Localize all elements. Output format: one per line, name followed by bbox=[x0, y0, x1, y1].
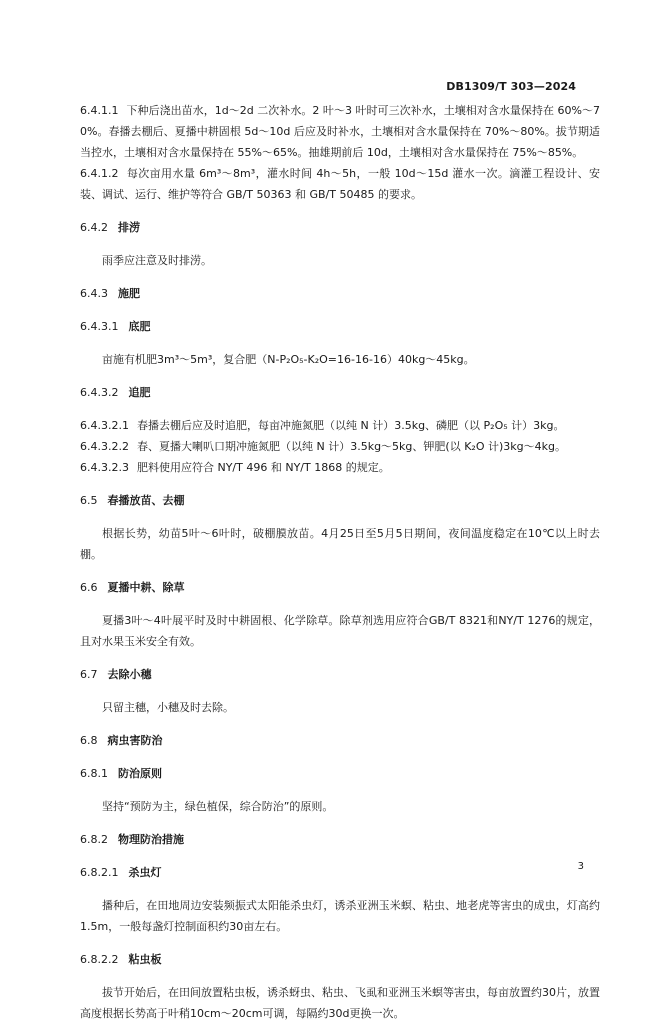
heading-number: 6.6 bbox=[80, 581, 98, 594]
heading-title: 春播放苗、去棚 bbox=[107, 494, 185, 507]
heading-number: 6.7 bbox=[80, 668, 98, 681]
clause-text: 每次亩用水量 6m³～8m³，灌水时间 4h～5h，一般 10d～15d 灌水一次。滴灌工程设计、安装、调试、运行、维护等符合 GB/T 50363 和 GB/T 50485 的要求。 bbox=[80, 167, 600, 201]
heading-number: 6.8 bbox=[80, 734, 98, 747]
heading-number: 6.8.2 bbox=[80, 833, 108, 846]
heading-number: 6.5 bbox=[80, 494, 98, 507]
heading-number: 6.4.3.1 bbox=[80, 320, 119, 333]
clause-text: 春、夏播大喇叭口期冲施氮肥（以纯 N 计）3.5kg～5kg、钾肥(以 K₂O 计)3kg～4kg。 bbox=[136, 440, 566, 453]
clause-number: 6.4.1.2 bbox=[80, 167, 119, 180]
clause-6-4-1-1 bbox=[80, 100, 600, 163]
body-6-4-3-1: 亩施有机肥3m³～5m³，复合肥（N-P₂O₅-K₂O=16-16-16）40kg～45kg。 bbox=[102, 353, 475, 366]
clause-6-4-1-2 bbox=[80, 163, 600, 205]
heading-6-5 bbox=[80, 490, 600, 511]
heading-title: 追肥 bbox=[128, 386, 151, 399]
heading-title: 去除小穗 bbox=[107, 668, 152, 681]
heading-title: 杀虫灯 bbox=[128, 866, 162, 879]
heading-6-4-3-1 bbox=[80, 316, 600, 337]
clause-number: 6.4.3.2.3 bbox=[80, 461, 129, 474]
clause-text: 肥料使用应符合 NY/T 496 和 NY/T 1868 的规定。 bbox=[136, 461, 390, 474]
clause-6-4-3-2-2 bbox=[80, 436, 600, 457]
heading-6-4-3 bbox=[80, 283, 600, 304]
heading-6-8-2-1 bbox=[80, 862, 600, 883]
clause-text: 下种后浇出苗水，1d～2d 二次补水。2 叶～3 叶时可三次补水，土壤相对含水量保持在 60%～70%。春播去棚后、夏播中耕固根 5d～10d 后应及时补水，土壤相对含水量保持在 70%～80%。拔节期适当控水，土壤相对含水量保持在 55%～65%。抽雄期前后 10d，土壤相对含水量保持在 75%～85%。 bbox=[80, 104, 600, 159]
heading-6-8 bbox=[80, 730, 600, 751]
heading-title: 粘虫板 bbox=[128, 953, 162, 966]
heading-6-8-2 bbox=[80, 829, 600, 850]
clause-6-4-3-2-1 bbox=[80, 415, 600, 436]
heading-title: 施肥 bbox=[118, 287, 140, 300]
heading-6-7 bbox=[80, 664, 600, 685]
heading-title: 防治原则 bbox=[118, 767, 162, 780]
clause-number: 6.4.3.2.2 bbox=[80, 440, 129, 453]
heading-6-4-3-2 bbox=[80, 382, 600, 403]
heading-number: 6.8.2.1 bbox=[80, 866, 119, 879]
body-6-8-2-2: 拔节开始后，在田间放置粘虫板，诱杀蚜虫、粘虫、飞虱和亚洲玉米螟等害虫，每亩放置约30片，放置高度根据长势高于叶稍10cm～20cm可调，每隔约30d更换一次。 bbox=[80, 986, 600, 1020]
heading-6-8-2-2 bbox=[80, 949, 600, 970]
page-content bbox=[80, 100, 600, 1024]
body-6-7: 只留主穗，小穗及时去除。 bbox=[102, 701, 234, 714]
heading-number: 6.4.2 bbox=[80, 221, 108, 234]
heading-number: 6.4.3 bbox=[80, 287, 108, 300]
heading-number: 6.4.3.2 bbox=[80, 386, 119, 399]
body-6-6: 夏播3叶～4叶展平时及时中耕固根、化学除草。除草剂选用应符合GB/T 8321和NY/T 1276的规定，且对水果玉米安全有效。 bbox=[80, 614, 600, 648]
heading-6-4-2 bbox=[80, 217, 600, 238]
heading-title: 夏播中耕、除草 bbox=[107, 581, 185, 594]
body-6-5: 根据长势，幼苗5叶～6叶时，破棚膜放苗。4月25日至5月5日期间，夜间温度稳定在10℃以上时去棚。 bbox=[80, 527, 600, 561]
body-6-4-2: 雨季应注意及时排涝。 bbox=[102, 254, 212, 267]
heading-6-8-1 bbox=[80, 763, 600, 784]
body-6-8-1: 坚持“预防为主，绿色植保，综合防治”的原则。 bbox=[102, 800, 334, 813]
heading-title: 排涝 bbox=[118, 221, 140, 234]
heading-number: 6.8.1 bbox=[80, 767, 108, 780]
heading-number: 6.8.2.2 bbox=[80, 953, 119, 966]
clause-number: 6.4.1.1 bbox=[80, 104, 119, 117]
page-number: 3 bbox=[577, 861, 584, 872]
clause-6-4-3-2-3 bbox=[80, 457, 600, 478]
body-6-8-2-1: 播种后，在田地周边安装频振式太阳能杀虫灯，诱杀亚洲玉米螟、粘虫、地老虎等害虫的成虫，灯高约1.5m，一般每盏灯控制面积约30亩左右。 bbox=[80, 899, 600, 933]
clause-number: 6.4.3.2.1 bbox=[80, 419, 129, 432]
document-code: DB1309/T 303—2024 bbox=[446, 80, 576, 93]
heading-6-6 bbox=[80, 577, 600, 598]
clause-text: 春播去棚后应及时追肥，每亩冲施氮肥（以纯 N 计）3.5kg、磷肥（以 P₂O₅ 计）3kg。 bbox=[136, 419, 565, 432]
heading-title: 底肥 bbox=[128, 320, 151, 333]
heading-title: 物理防治措施 bbox=[118, 833, 184, 846]
heading-title: 病虫害防治 bbox=[107, 734, 163, 747]
